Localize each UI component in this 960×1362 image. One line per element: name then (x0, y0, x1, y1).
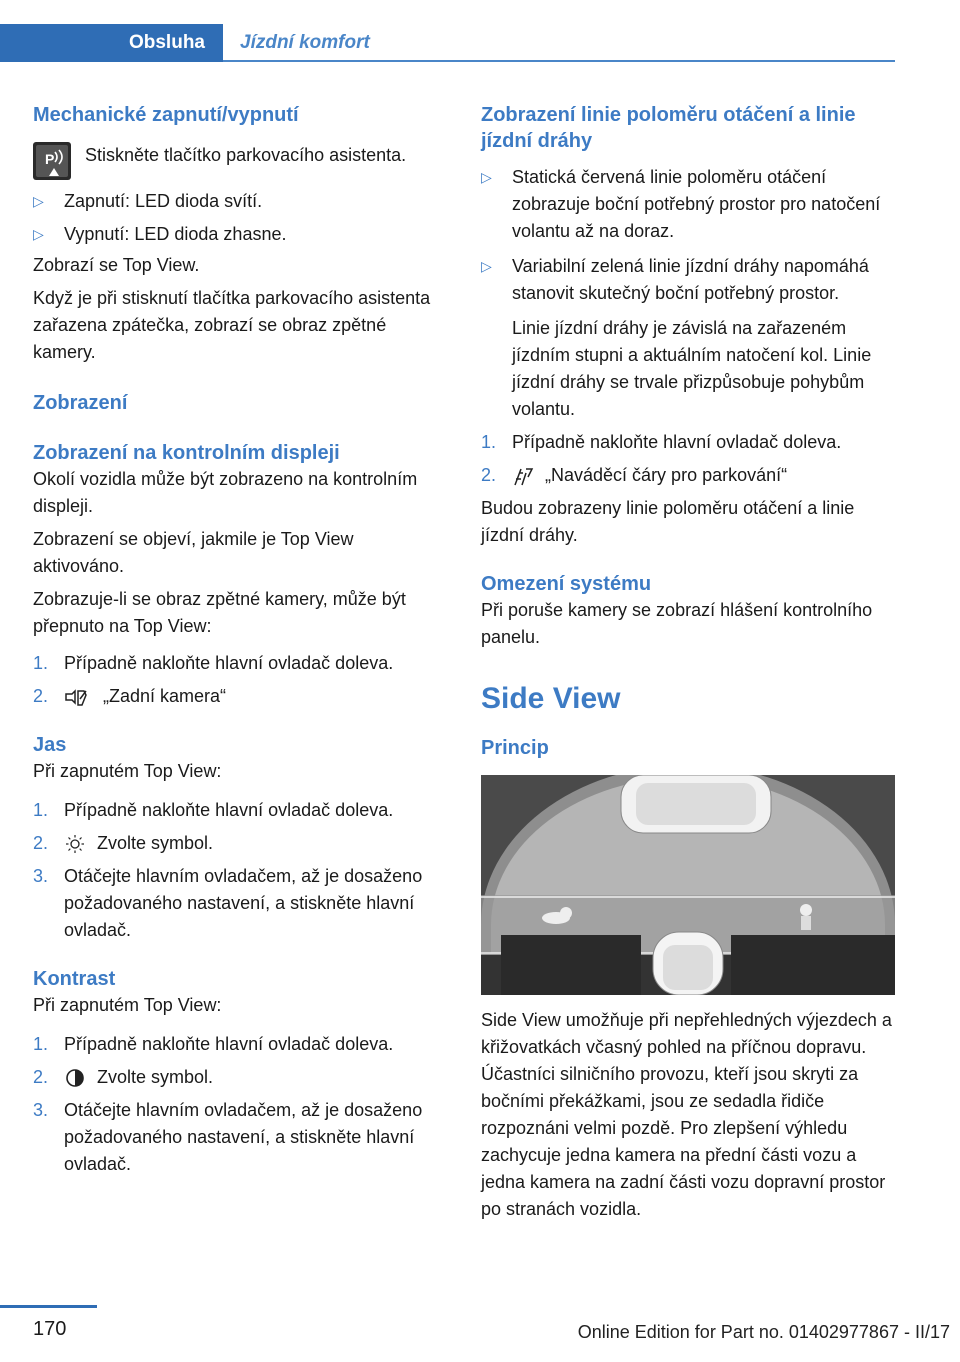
heading-omezeni: Omezení systému (481, 573, 652, 595)
step-text: Zvolte symbol. (97, 1067, 214, 1087)
contrast-icon (64, 1068, 86, 1088)
step-item: 2. Zvolte symbol. (33, 833, 214, 853)
bullet-text: Vypnutí: LED dioda zhasne. (64, 224, 287, 244)
heading-kontrast: Kontrast (33, 968, 116, 990)
left-column (33, 96, 447, 1178)
paragraph: Při poruše kamery se zobrazí hlášení kontrolního panelu. (481, 600, 873, 647)
step-text: Případně nakloňte hlavní ovladač doleva. (512, 432, 842, 452)
step-item: 1. Případně nakloňte hlavní ovladač doleva. (33, 1034, 394, 1054)
tab-jizdni-komfort[interactable] (240, 24, 370, 62)
heading-zobrazeni: Zobrazení (33, 392, 128, 414)
heading-linie: Zobrazení linie poloměru otáčení a linie jízdní dráhy (481, 104, 856, 152)
paragraph: Zobrazuje-li se obraz zpětné kamery, může být přepnuto na Top View: (33, 589, 406, 636)
bullet-text: Statická červená linie poloměru otáčení zobrazuje boční potřebný prostor pro natočení volantu až na doraz. (512, 167, 881, 241)
bullet-item (33, 221, 447, 248)
svg-text:P: P (45, 151, 55, 167)
heading-kontrolni-displej: Zobrazení na kontrolním displeji (33, 442, 340, 464)
step-item: 1. Případně nakloňte hlavní ovladač doleva. (33, 653, 394, 673)
bullet-text: Variabilní zelená linie jízdní dráhy napomáhá stanovit skutečný boční potřebný prostor. (512, 256, 869, 303)
brightness-icon (64, 834, 86, 854)
paragraph: Budou zobrazeny linie poloměru otáčení a linie jízdní dráhy. (481, 498, 855, 545)
tab-obsluha[interactable] (0, 24, 223, 62)
step-item: 2. „Zadní kamera“ (33, 686, 227, 706)
paragraph: Když je při stisknutí tlačítka parkovacího asistenta zařazena zpátečka, zobrazí se obraz zpětné kamery. (33, 288, 431, 362)
paragraph: Při zapnutém Top View: (33, 761, 222, 781)
step-text: „Naváděcí čáry pro parkování“ (545, 465, 788, 485)
press-button-text: Stiskněte tlačítko parkovacího asistenta. (85, 145, 407, 165)
parking-assist-button-icon (33, 142, 71, 180)
bullet-item (481, 253, 895, 307)
step-text: Zvolte symbol. (97, 833, 214, 853)
right-column (481, 96, 895, 1223)
paragraph: Při zapnutém Top View: (33, 995, 222, 1015)
paragraph: Zobrazení se objeví, jakmile je Top View aktivováno. (33, 529, 354, 576)
heading-side-view: Side View (481, 682, 621, 715)
heading-princip: Princip (481, 737, 549, 759)
paragraph: Zobrazí se Top View. (33, 255, 200, 275)
edition-text: Online Edition for Part no. 01402977867 - II/17 (577, 1322, 950, 1342)
step-text: Případně nakloňte hlavní ovladač doleva. (64, 1034, 394, 1054)
heading-mechanicke: Mechanické zapnutí/vypnutí (33, 104, 299, 126)
step-text: Případně nakloňte hlavní ovladač doleva. (64, 653, 394, 673)
triangle-bullet-icon: ▷ (481, 258, 492, 274)
button-instruction (33, 142, 447, 188)
page-number: 170 (33, 1318, 67, 1340)
step-item: 1. Případně nakloňte hlavní ovladač doleva. (33, 800, 394, 820)
side-view-illustration (481, 775, 895, 995)
step-text: Případně nakloňte hlavní ovladač doleva. (64, 800, 394, 820)
footer-rule (0, 1305, 97, 1308)
rear-camera-icon (64, 687, 92, 707)
step-text: Otáčejte hlavním ovladačem, až je dosaženo požadovaného nastavení, a stiskněte hlavní ovladač. (64, 1100, 423, 1174)
bullet-text: Zapnutí: LED dioda svítí. (64, 191, 263, 211)
bullet-item (33, 188, 447, 215)
paragraph: Side View umožňuje při nepřehledných výjezdech a křižovatkách včasný pohled na příčnou dopravu. Účastníci silničního provozu, kteří jsou skryti za bočními překážkami, jsou ze sedadla řidiče rozpoznáni velmi pozdě. Pro zlepšení výhledu zachycuje jedna kamera na přední části vozu a jedna kamera na zadní části vozu dopravní prostor po stranách vozidla. (481, 1010, 892, 1219)
step-item: 3. Otáčejte hlavním ovladačem, až je dosaženo požadovaného nastavení, a stiskněte hlavní ovladač. (33, 1100, 423, 1174)
bullet-note: Linie jízdní dráhy je závislá na zařazeném jízdním stupni a aktuálním natočení kol. Linie jízdní dráhy se trvale přizpůsobuje pohybům volantu. (512, 318, 872, 419)
tab-jizdni-komfort-label: Jízdní komfort (240, 32, 370, 53)
step-text: Otáčejte hlavním ovladačem, až je dosaženo požadovaného nastavení, a stiskněte hlavní ovladač. (64, 866, 423, 940)
header-rule (223, 60, 895, 62)
triangle-bullet-icon: ▷ (33, 193, 44, 209)
triangle-bullet-icon: ▷ (33, 226, 44, 242)
parking-guidelines-icon (512, 465, 534, 487)
bullet-item (481, 164, 895, 245)
tab-obsluha-label: Obsluha (128, 32, 205, 53)
step-item: 2. „Naváděcí čáry pro parkování“ (481, 462, 895, 489)
step-text: „Zadní kamera“ (103, 686, 227, 706)
paragraph: Okolí vozidla může být zobrazeno na kontrolním displeji. (33, 469, 418, 516)
heading-jas: Jas (33, 734, 67, 756)
step-item: 1. Případně nakloňte hlavní ovladač doleva. (481, 432, 842, 452)
header-tabs (0, 24, 895, 62)
step-item: 2. Zvolte symbol. (33, 1067, 214, 1087)
triangle-bullet-icon: ▷ (481, 169, 492, 185)
step-item: 3. Otáčejte hlavním ovladačem, až je dosaženo požadovaného nastavení, a stiskněte hlavní ovladač. (33, 866, 423, 940)
